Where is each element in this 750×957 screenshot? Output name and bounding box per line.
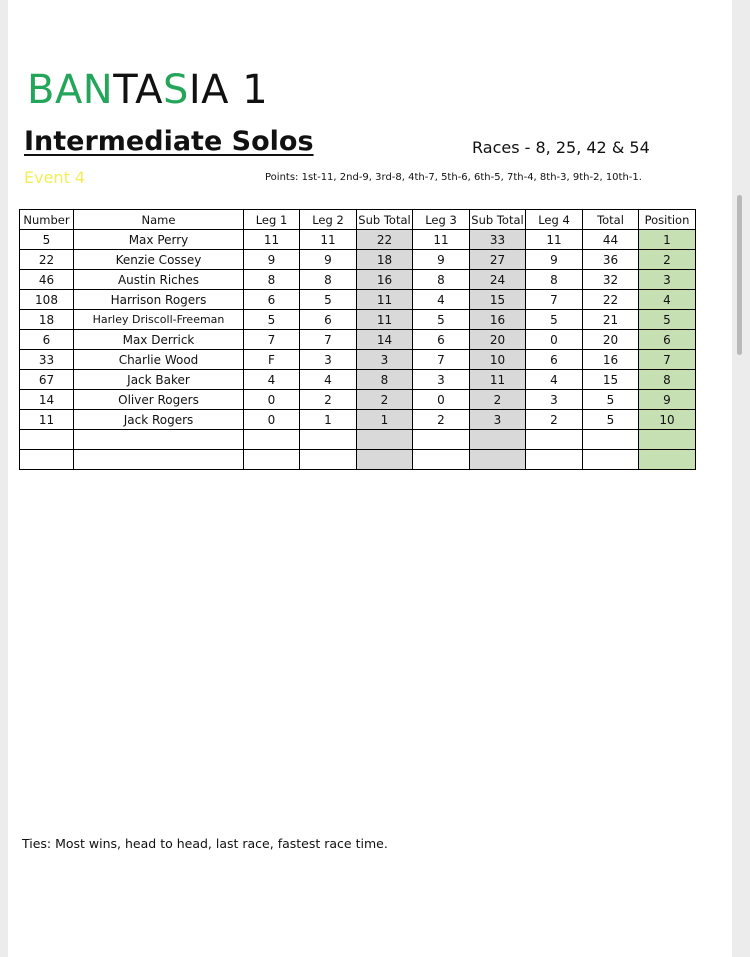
table-row [20, 230, 696, 250]
name-cell: Kenzie Cossey [74, 250, 244, 270]
total-cell: 5 [583, 410, 639, 430]
position-cell: 2 [639, 250, 696, 270]
empty-cell [639, 450, 696, 470]
empty-cell [244, 450, 300, 470]
table-row [20, 390, 696, 410]
leg2-cell: 4 [300, 370, 357, 390]
leg1-cell: 11 [244, 230, 300, 250]
leg2-cell: 3 [300, 350, 357, 370]
number-cell: 14 [20, 390, 74, 410]
empty-cell [639, 430, 696, 450]
leg4-cell: 7 [526, 290, 583, 310]
column-header: Number [20, 210, 74, 230]
number-cell: 46 [20, 270, 74, 290]
leg4-cell: 0 [526, 330, 583, 350]
subtotal-cell: 11 [357, 290, 413, 310]
empty-cell [526, 430, 583, 450]
subtotal-cell: 22 [357, 230, 413, 250]
empty-cell [413, 450, 470, 470]
leg3-cell: 2 [413, 410, 470, 430]
position-cell: 5 [639, 310, 696, 330]
results-table [19, 209, 696, 470]
table-header-row [20, 210, 696, 230]
table-row [20, 250, 696, 270]
number-cell: 11 [20, 410, 74, 430]
leg1-cell: 6 [244, 290, 300, 310]
name-cell: Harrison Rogers [74, 290, 244, 310]
leg2-cell: 11 [300, 230, 357, 250]
subtotal-cell: 16 [357, 270, 413, 290]
leg1-cell: 9 [244, 250, 300, 270]
name-cell: Austin Riches [74, 270, 244, 290]
empty-cell [583, 450, 639, 470]
subtotal-cell: 2 [470, 390, 526, 410]
position-cell: 6 [639, 330, 696, 350]
ties-note: Ties: Most wins, head to head, last race, fastest race time. [22, 836, 388, 851]
column-header: Sub Total [357, 210, 413, 230]
number-cell: 33 [20, 350, 74, 370]
subtotal-cell: 27 [470, 250, 526, 270]
column-header: Leg 2 [300, 210, 357, 230]
empty-cell [413, 430, 470, 450]
leg4-cell: 9 [526, 250, 583, 270]
leg2-cell: 1 [300, 410, 357, 430]
column-header: Sub Total [470, 210, 526, 230]
subtotal-cell: 11 [357, 310, 413, 330]
leg3-cell: 6 [413, 330, 470, 350]
column-header: Leg 1 [244, 210, 300, 230]
table-row [20, 370, 696, 390]
empty-table-row [20, 450, 696, 470]
leg4-cell: 11 [526, 230, 583, 250]
leg1-cell: F [244, 350, 300, 370]
name-cell: Harley Driscoll-Freeman [74, 310, 244, 330]
vertical-scrollbar[interactable] [737, 195, 742, 355]
position-cell: 9 [639, 390, 696, 410]
subtotal-cell: 8 [357, 370, 413, 390]
table-row [20, 310, 696, 330]
leg4-cell: 5 [526, 310, 583, 330]
total-cell: 20 [583, 330, 639, 350]
brand-logo-text: BANTASIA 1 [27, 67, 269, 113]
leg4-cell: 6 [526, 350, 583, 370]
empty-cell [357, 430, 413, 450]
subtotal-cell: 18 [357, 250, 413, 270]
subtotal-cell: 14 [357, 330, 413, 350]
column-header: Total [583, 210, 639, 230]
column-header: Leg 3 [413, 210, 470, 230]
subtotal-cell: 24 [470, 270, 526, 290]
table-row [20, 270, 696, 290]
name-cell: Max Perry [74, 230, 244, 250]
table-row [20, 350, 696, 370]
position-cell: 8 [639, 370, 696, 390]
empty-table-row [20, 430, 696, 450]
leg1-cell: 0 [244, 410, 300, 430]
subtotal-cell: 2 [357, 390, 413, 410]
leg3-cell: 9 [413, 250, 470, 270]
total-cell: 32 [583, 270, 639, 290]
empty-cell [74, 430, 244, 450]
total-cell: 15 [583, 370, 639, 390]
table-row [20, 290, 696, 310]
leg3-cell: 4 [413, 290, 470, 310]
leg3-cell: 0 [413, 390, 470, 410]
leg2-cell: 9 [300, 250, 357, 270]
races-list: Races - 8, 25, 42 & 54 [472, 138, 650, 157]
number-cell: 5 [20, 230, 74, 250]
leg3-cell: 3 [413, 370, 470, 390]
column-header: Name [74, 210, 244, 230]
event-label: Event 4 [24, 168, 86, 187]
leg4-cell: 4 [526, 370, 583, 390]
empty-cell [20, 430, 74, 450]
leg1-cell: 0 [244, 390, 300, 410]
subtotal-cell: 1 [357, 410, 413, 430]
name-cell: Oliver Rogers [74, 390, 244, 410]
name-cell: Jack Rogers [74, 410, 244, 430]
total-cell: 16 [583, 350, 639, 370]
position-cell: 7 [639, 350, 696, 370]
number-cell: 67 [20, 370, 74, 390]
empty-cell [20, 450, 74, 470]
leg2-cell: 6 [300, 310, 357, 330]
position-cell: 1 [639, 230, 696, 250]
subtotal-cell: 15 [470, 290, 526, 310]
empty-cell [357, 450, 413, 470]
total-cell: 36 [583, 250, 639, 270]
leg4-cell: 3 [526, 390, 583, 410]
leg3-cell: 8 [413, 270, 470, 290]
leg4-cell: 2 [526, 410, 583, 430]
number-cell: 22 [20, 250, 74, 270]
empty-cell [583, 430, 639, 450]
subtotal-cell: 33 [470, 230, 526, 250]
total-cell: 21 [583, 310, 639, 330]
subtotal-cell: 3 [357, 350, 413, 370]
position-cell: 3 [639, 270, 696, 290]
total-cell: 22 [583, 290, 639, 310]
page-title: Intermediate Solos [24, 126, 314, 157]
subtotal-cell: 20 [470, 330, 526, 350]
name-cell: Max Derrick [74, 330, 244, 350]
number-cell: 108 [20, 290, 74, 310]
points-scale: Points: 1st-11, 2nd-9, 3rd-8, 4th-7, 5th-6, 6th-5, 7th-4, 8th-3, 9th-2, 10th-1. [265, 172, 642, 183]
leg3-cell: 11 [413, 230, 470, 250]
name-cell: Charlie Wood [74, 350, 244, 370]
total-cell: 5 [583, 390, 639, 410]
subtotal-cell: 16 [470, 310, 526, 330]
number-cell: 18 [20, 310, 74, 330]
leg4-cell: 8 [526, 270, 583, 290]
column-header: Position [639, 210, 696, 230]
empty-cell [300, 450, 357, 470]
table-row [20, 330, 696, 350]
empty-cell [244, 430, 300, 450]
column-header: Leg 4 [526, 210, 583, 230]
subtotal-cell: 3 [470, 410, 526, 430]
position-cell: 10 [639, 410, 696, 430]
table-row [20, 410, 696, 430]
empty-cell [470, 430, 526, 450]
total-cell: 44 [583, 230, 639, 250]
leg2-cell: 7 [300, 330, 357, 350]
leg2-cell: 2 [300, 390, 357, 410]
leg1-cell: 4 [244, 370, 300, 390]
leg3-cell: 7 [413, 350, 470, 370]
name-cell: Jack Baker [74, 370, 244, 390]
empty-cell [74, 450, 244, 470]
subtotal-cell: 11 [470, 370, 526, 390]
subtotal-cell: 10 [470, 350, 526, 370]
leg2-cell: 8 [300, 270, 357, 290]
leg1-cell: 5 [244, 310, 300, 330]
leg2-cell: 5 [300, 290, 357, 310]
position-cell: 4 [639, 290, 696, 310]
table-body [20, 230, 696, 470]
leg1-cell: 7 [244, 330, 300, 350]
empty-cell [526, 450, 583, 470]
empty-cell [300, 430, 357, 450]
leg1-cell: 8 [244, 270, 300, 290]
empty-cell [470, 450, 526, 470]
leg3-cell: 5 [413, 310, 470, 330]
number-cell: 6 [20, 330, 74, 350]
